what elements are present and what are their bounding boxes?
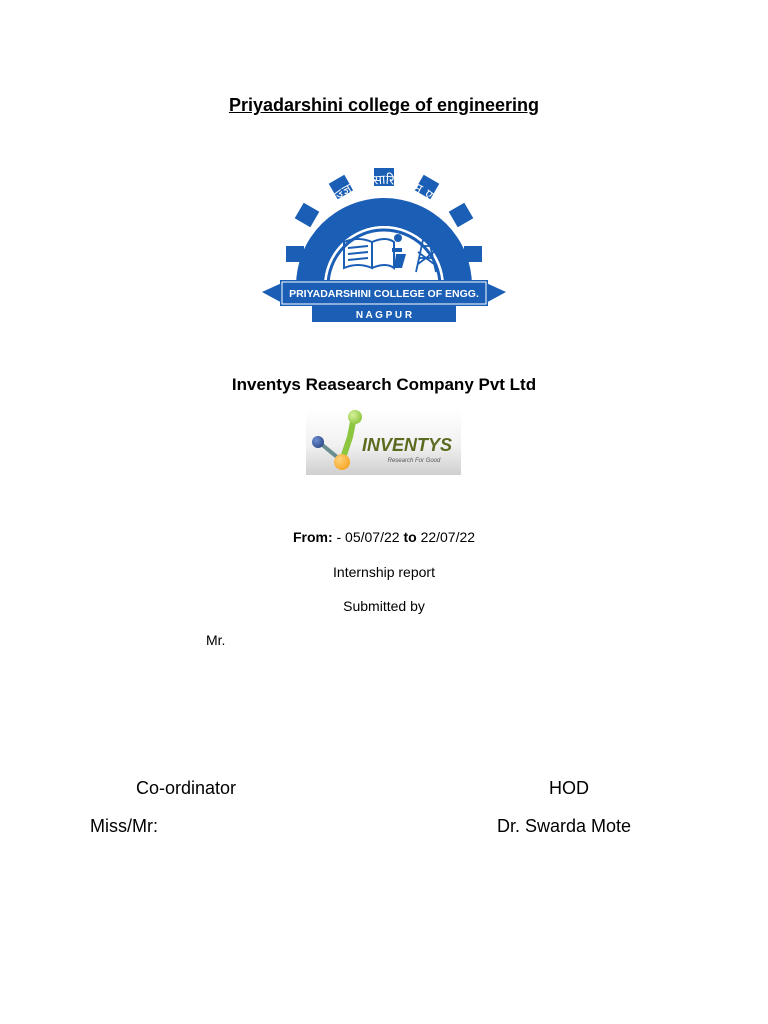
svg-text:N A G P U R: N A G P U R (355, 310, 413, 321)
inventys-logo-graphic (306, 409, 461, 475)
coordinator-name: Miss/Mr: (90, 816, 158, 836)
inventys-logo (306, 409, 461, 475)
period-line (0, 529, 768, 545)
hod-label: HOD (549, 778, 589, 798)
student-name: Mr. (206, 632, 226, 648)
college-logo-graphic (256, 168, 512, 324)
college-logo (256, 168, 512, 324)
start-date: - 05/07/22 (336, 529, 400, 545)
svg-text:तज्ज्ञानं प्रसारितव्यम् एव: तज्ज्ञानं प्रसारितव्यम् एव (326, 172, 442, 209)
hod-name: Dr. Swarda Mote (497, 816, 632, 836)
college-title: Priyadarshini college of engineering (228, 95, 540, 115)
report-title: Internship report (333, 564, 435, 580)
coordinator-label: Co-ordinator (136, 778, 237, 798)
submitted-by: Submitted by (343, 598, 425, 614)
svg-text:Research For Good: Research For Good (387, 458, 441, 464)
from-label: From: (292, 529, 333, 545)
svg-text:INVENTYS: INVENTYS (362, 435, 453, 455)
end-date: 22/07/22 (420, 529, 476, 545)
to-label: to (403, 529, 417, 545)
company-title: Inventys Reasearch Company Pvt Ltd (231, 375, 537, 394)
svg-text:PRIYADARSHINI COLLEGE OF ENGG.: PRIYADARSHINI COLLEGE OF ENGG. (289, 288, 479, 300)
